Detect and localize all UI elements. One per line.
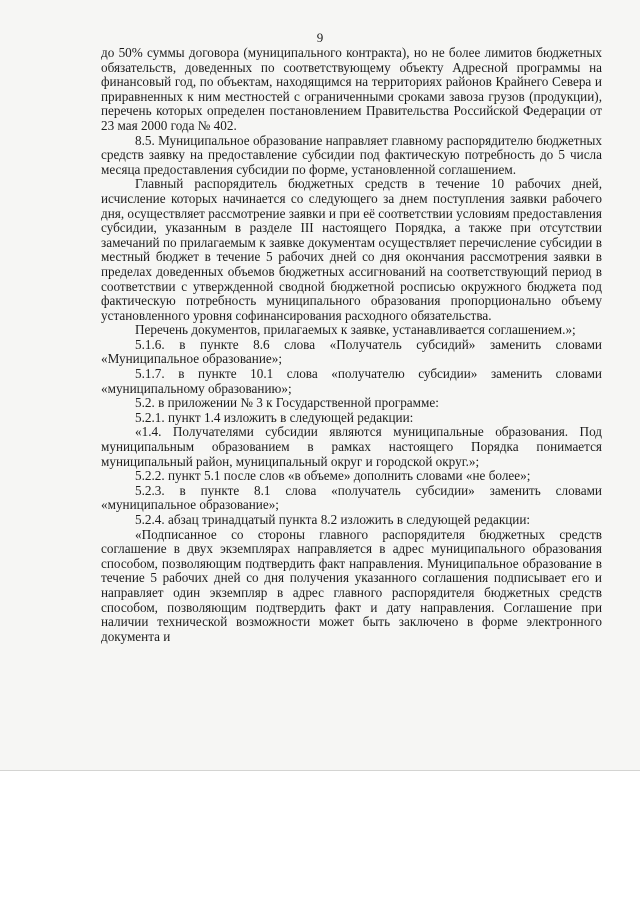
paragraph: «Подписанное со стороны главного распорядителя бюджетных средств соглашение в двух экземплярах направляется в адрес муниципального образования способом, позволяющим подтвердить факт направления. Муниципальное образование в течение 5 рабочих дней со дня получения указанного соглашения подписывает его и направляет один экземпляр в адрес главного распорядителя бюджетных средств способом, позволяющим подтвердить факт и дату направления. Соглашение при наличии технической возможности может быть заключено в форме электронного документа и	[101, 526, 602, 644]
paragraph: 8.5. Муниципальное образование направляет главному распорядителю бюджетных средств заявку на предоставление субсидии под фактическую потребность до 5 числа месяца предоставления субсидии по форме, установленной соглашением.	[101, 132, 602, 177]
paragraph: 5.1.6. в пункте 8.6 слова «Получатель субсидий» заменить словами «Муниципальное образование»;	[101, 336, 602, 367]
document-body	[101, 46, 602, 644]
page-number: 9	[316, 30, 324, 45]
paragraph: Перечень документов, прилагаемых к заявке, устанавливается соглашением.»;	[135, 322, 576, 338]
paragraph: Главный распорядитель бюджетных средств в течение 10 рабочих дней, исчисление которых начинается со следующего за днем поступления заявки рабочего дня, осуществляет рассмотрение заявки и при её соответствии условиям предоставления субсидии, указанным в разделе III настоящего Порядка, а также при отсутствии замечаний по прилагаемым к заявке документам осуществляет перечисление субсидии в местный бюджет в течение 5 рабочих дней со дня окончания рассмотрения заявки в пределах доведенных объемов бюджетных ассигнований на соответствующий период в соответствии с утвержденной сводной бюджетной росписью окружного бюджета под фактическую потребность муниципального образования пропорционально объему установленного уровня софинансирования расходного обязательства.	[101, 176, 602, 323]
paragraph: 5.2.3. в пункте 8.1 слова «получатель субсидии» заменить словами «муниципальное образование»;	[101, 482, 602, 513]
paragraph: 5.2. в приложении № 3 к Государственной программе:	[135, 395, 439, 411]
paragraph: 5.2.2. пункт 5.1 после слов «в объеме» дополнить словами «не более»;	[135, 468, 531, 484]
paragraph: «1.4. Получателями субсидии являются муниципальные образования. Под муниципальным образованием в рамках настоящего Порядка понимается муниципальный район, муниципальный округ и городской округ.»;	[101, 424, 602, 469]
paragraph: 5.1.7. в пункте 10.1 слова «получателю субсидии» заменить словами «муниципальному образованию»;	[101, 366, 602, 396]
paragraph: 5.2.4. абзац тринадцатый пункта 8.2 изложить в следующей редакции:	[135, 512, 531, 527]
paragraph: 5.2.1. пункт 1.4 изложить в следующей редакции:	[135, 409, 414, 425]
paragraph: до 50% суммы договора (муниципального контракта), но не более лимитов бюджетных обязательств, доведенных по соответствующему объекту Адресной программы на финансовый год, по объектам, находящимся на территориях районов Крайнего Севера и приравненных к ним местностей с ограниченными сроками завоза грузов (продукции), перечень которых определен постановлением Правительства Российской Федерации от 23 мая 2000 года № 402.	[101, 45, 602, 133]
